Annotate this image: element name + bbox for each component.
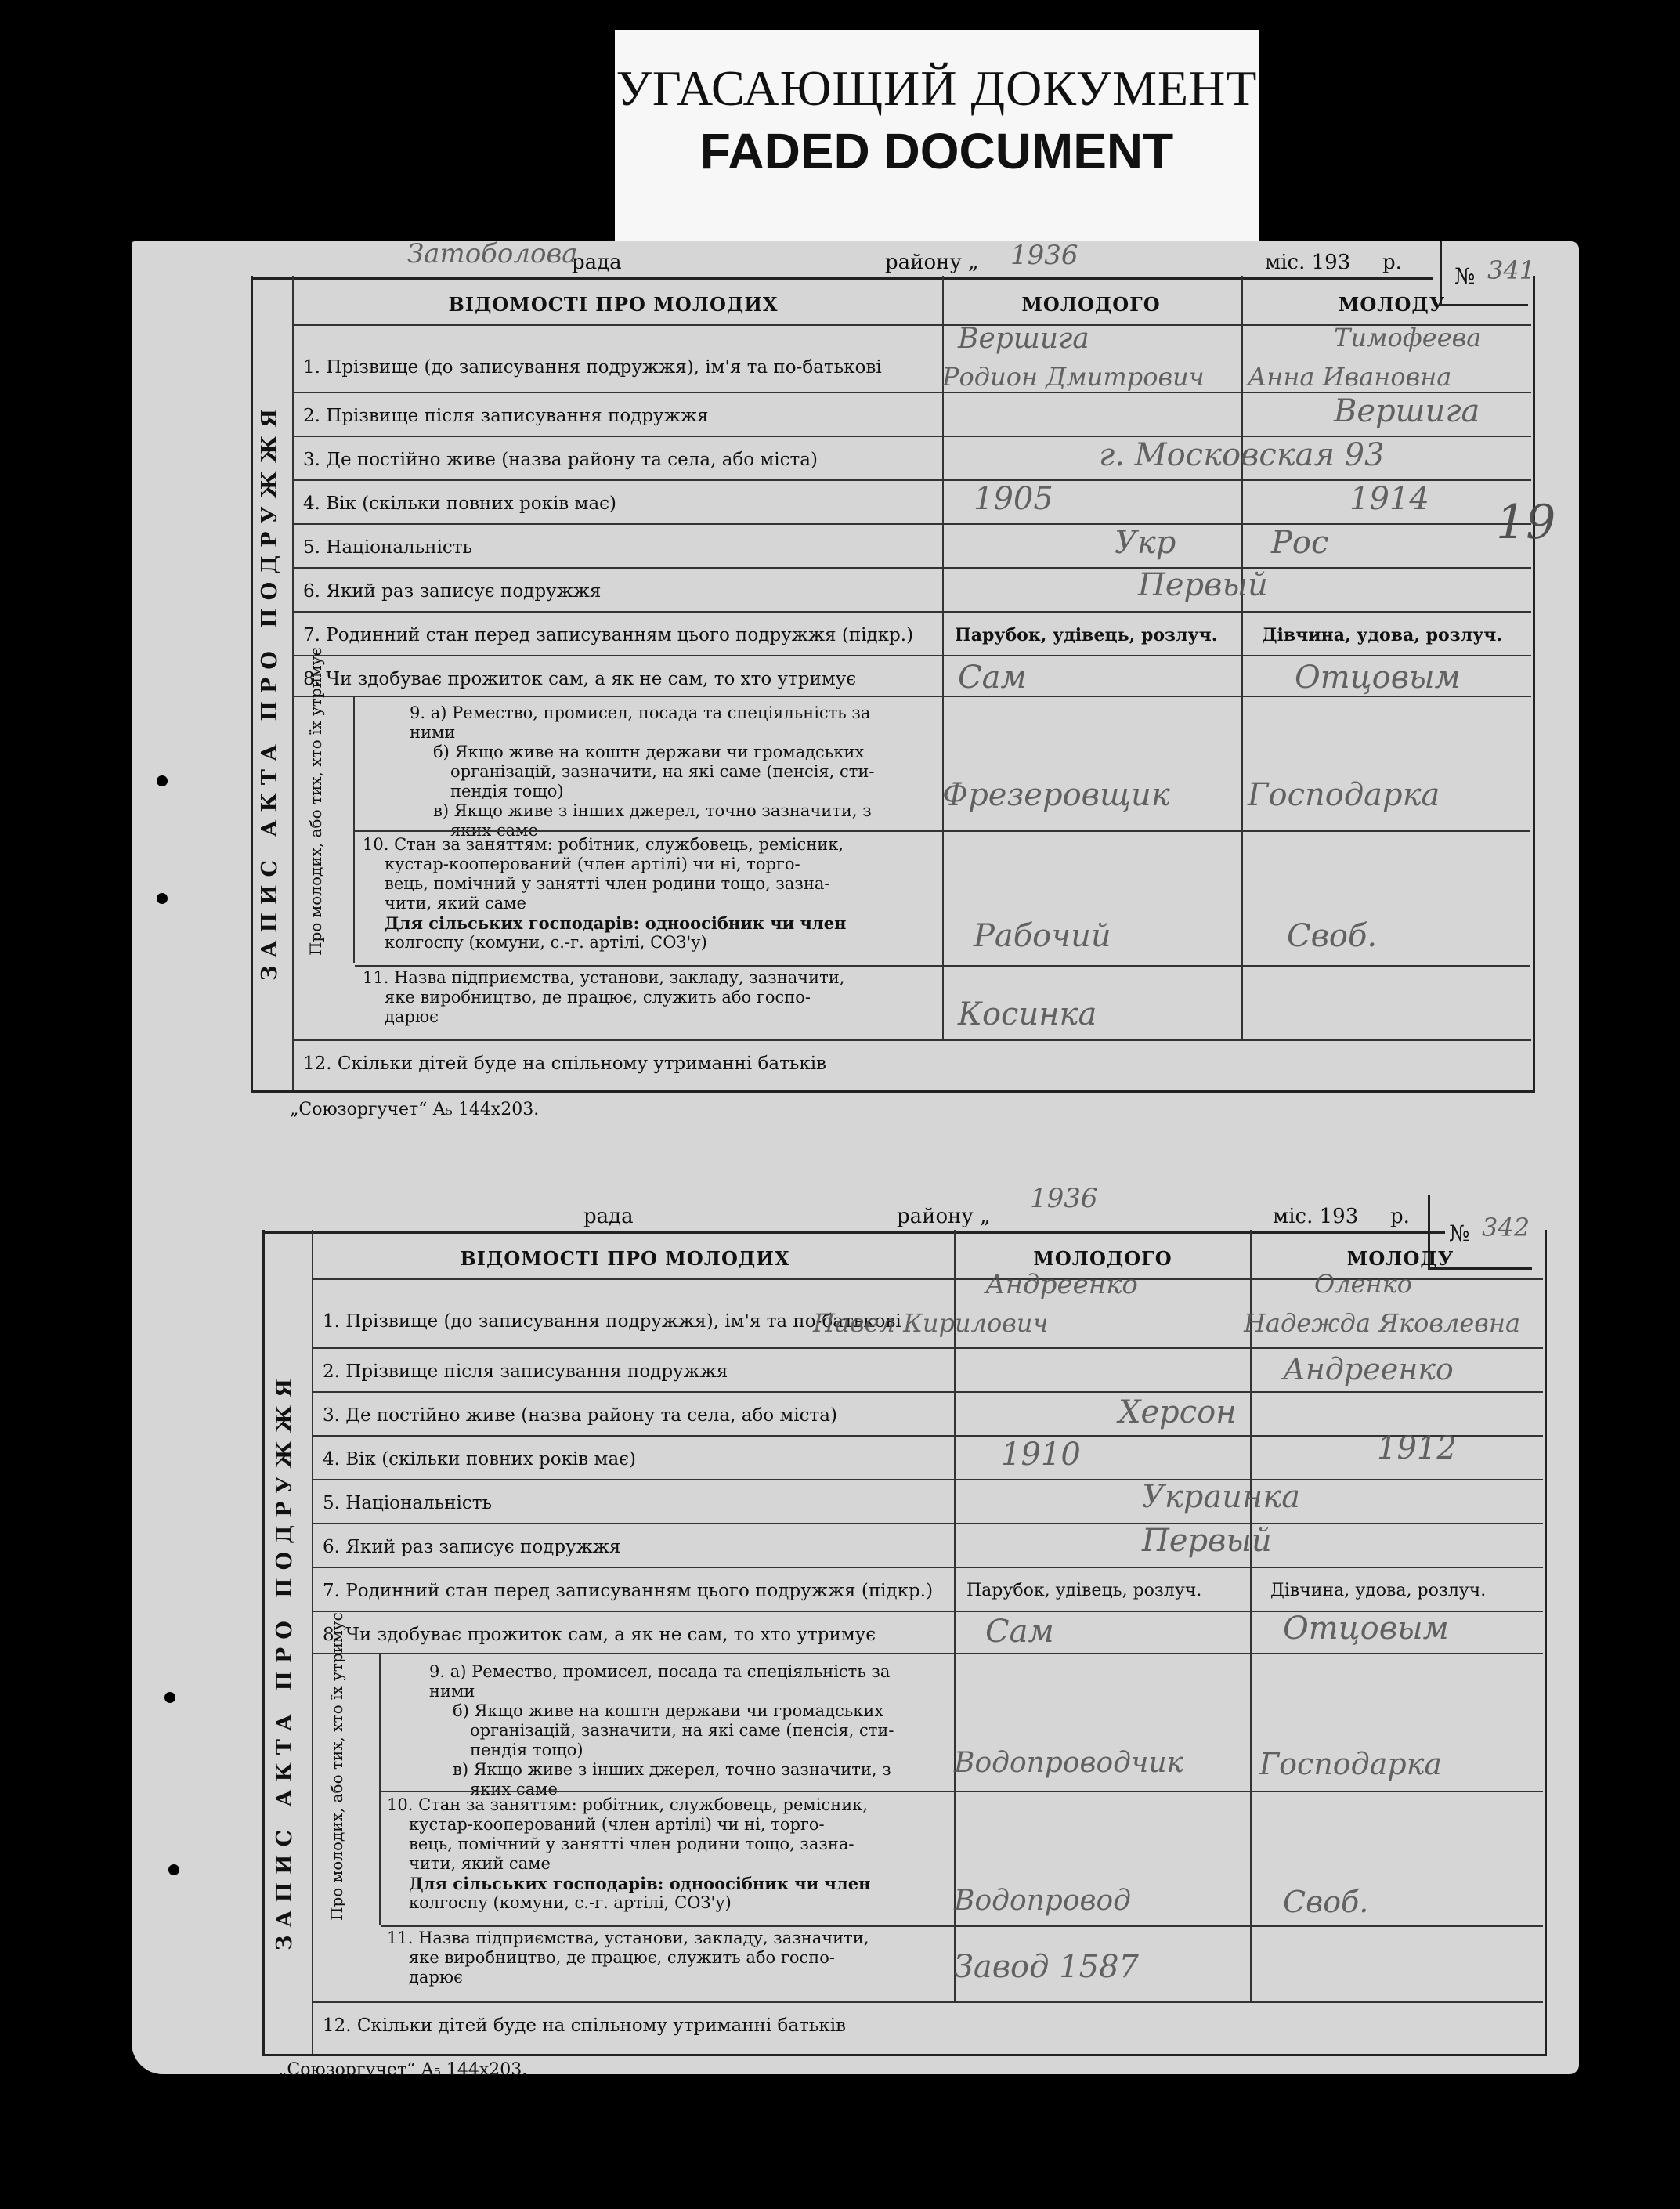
handwritten-bride-name: Надежда Яковлевна — [1244, 1308, 1521, 1338]
row-9-text — [410, 703, 895, 841]
divider — [355, 830, 1530, 833]
binding-hole — [157, 776, 168, 786]
column-groom-header: МОЛОДОГО — [1021, 293, 1161, 316]
handwritten-bride-support: Отцовым — [1295, 660, 1461, 696]
handwritten-bride-surname: Тимофеева — [1334, 323, 1482, 352]
rada-label: рада — [572, 251, 622, 274]
row-4 — [313, 1435, 1543, 1480]
handwritten-groom-name: Павел Кирилович — [813, 1308, 1049, 1338]
stamp-english-text: FADED DOCUMENT — [699, 123, 1174, 179]
row-label: 1. Прізвище (до записування подружжя), ім'я та по-батькові — [303, 357, 882, 378]
row-12 — [294, 1039, 1531, 1088]
row-11-text — [363, 968, 903, 1027]
row-label: 5. Національність — [303, 537, 473, 558]
handwritten-rada: Затоболова — [407, 238, 578, 269]
handwritten-groom-status: Водопровод — [954, 1885, 1131, 1917]
handwritten-bride-birth-year: 1914 — [1349, 481, 1429, 517]
row-label: 8. Чи здобуває прожиток сам, а як не сам, то хто утримує — [303, 669, 857, 689]
row-9-line: в) Якщо живе з інших джерел, точно зазначити, з — [453, 1760, 891, 1779]
record-number: 342 — [1482, 1213, 1530, 1242]
row-label: 12. Скільки дітей буде на спільному утриманні батьків — [303, 1054, 827, 1074]
group-side-label: Про молодих, або тих, хто їх утримує — [327, 1612, 346, 1921]
handwritten-marriage-count: Первый — [1138, 567, 1268, 603]
row-label: 4. Вік (скільки повних років має) — [303, 494, 617, 514]
row-10-line: чити, який саме — [385, 894, 526, 913]
row-9-line: б) Якщо живе на коштн держави чи громадських — [433, 743, 865, 761]
row-9-line: яких саме — [470, 1780, 558, 1799]
handwritten-bride-support: Отцовым — [1283, 1611, 1449, 1647]
form-header — [262, 1198, 1445, 1234]
handwritten-groom-surname: Андреенко — [985, 1269, 1138, 1300]
row-9-line: організацій, зазначити, на які саме (пенсія, сти- — [450, 762, 875, 781]
group-side-label: Про молодих, або тих, хто їх утримує — [306, 647, 325, 956]
row-9-line: пендія тощо) — [450, 782, 564, 801]
handwritten-bride-status: Своб. — [1283, 1885, 1369, 1919]
handwritten-margin-note: 19 — [1496, 495, 1556, 550]
row-label: 4. Вік (скільки повних років має) — [323, 1449, 637, 1470]
column-bride-header: МОЛОДУ — [1338, 293, 1446, 316]
row-5 — [313, 1479, 1543, 1524]
row-7 — [294, 611, 1531, 656]
row-label: 6. Який раз записує подружжя — [303, 581, 602, 602]
row-label: 2. Прізвище після записування подружжя — [303, 406, 709, 426]
row-label: 12. Скільки дітей буде на спільному утриманні батьків — [323, 2016, 847, 2036]
faded-document-label — [615, 30, 1259, 249]
side-title: ЗАПИС АКТА ПРО ПОДРУЖЖЯ — [273, 1370, 297, 1950]
column-bride-header: МОЛОДУ — [1346, 1247, 1454, 1270]
row-10-line: вець, помічний у занятті член родини тощо, зазна- — [409, 1835, 854, 1853]
row-9-line: в) Якщо живе з інших джерел, точно зазначити, з — [433, 801, 872, 820]
row-9-line: яких саме — [450, 821, 538, 840]
row-5 — [294, 523, 1531, 568]
row-label: 8. Чи здобуває прожиток сам, а як не сам, то хто утримує — [323, 1625, 876, 1645]
year-suffix: р. — [1390, 1205, 1410, 1228]
stamp-russian-text: УГАСАЮЩИЙ ДОКУМЕНТ — [616, 60, 1258, 116]
handwritten-residence: Херсон — [1118, 1394, 1237, 1430]
rayon-label: району „ — [897, 1205, 991, 1228]
handwritten-rayon: 1936 — [1010, 240, 1078, 271]
binding-hole — [168, 1864, 179, 1875]
row-10-text — [363, 835, 903, 953]
row-label: 3. Де постійно живе (назва району та села, або міста) — [303, 450, 818, 470]
row-10-line: 10. Стан за заняттям: робітник, службовець, ремісник, — [363, 835, 844, 854]
row-6 — [313, 1523, 1543, 1567]
row-11-line: 11. Назва підприємства, установи, закладу, зазначити, — [363, 968, 845, 987]
rayon-label: району „ — [885, 251, 979, 274]
bride-status-options: Дівчина, удова, розлуч. — [1270, 1581, 1487, 1600]
month-year-label: міс. 193 — [1273, 1205, 1359, 1228]
handwritten-marriage-count: Первый — [1142, 1523, 1272, 1559]
row-11-text — [387, 1929, 927, 1987]
handwritten-groom-support: Сам — [985, 1614, 1054, 1650]
handwritten-residence: г. Московская 93 — [1099, 437, 1385, 473]
handwritten-groom-support: Сам — [958, 660, 1027, 696]
divider — [381, 1925, 1543, 1928]
handwritten-bride-status: Своб. — [1287, 918, 1378, 954]
handwritten-bride-new-surname: Вершига — [1334, 393, 1480, 429]
row-label: 2. Прізвище після записування подружжя — [323, 1361, 728, 1382]
row-10-line: вець, помічний у занятті член родини тощо, зазна- — [385, 874, 830, 893]
row-11-line: 11. Назва підприємства, установи, закладу, зазначити, — [387, 1929, 869, 1947]
handwritten-groom-nationality: Укр — [1115, 525, 1176, 561]
row-4 — [294, 479, 1531, 524]
rada-label: рада — [583, 1205, 634, 1228]
row-11-line: дарює — [409, 1968, 463, 1987]
handwritten-bride-surname: Оленко — [1314, 1269, 1412, 1299]
column-groom-header: МОЛОДОГО — [1033, 1247, 1172, 1270]
divider — [355, 965, 1530, 967]
row-label: 3. Де постійно живе (назва району та села, або міста) — [323, 1405, 837, 1426]
row-6 — [294, 567, 1531, 612]
row-9-line: пендія тощо) — [470, 1741, 583, 1759]
handwritten-groom-birth-year: 1910 — [1001, 1437, 1081, 1473]
row-3 — [313, 1391, 1543, 1436]
number-sign: № — [1449, 1220, 1470, 1246]
handwritten-groom-birth-year: 1905 — [974, 481, 1053, 517]
row-label: 1. Прізвище (до записування подружжя), ім'я та по-батькові — [323, 1311, 901, 1332]
row-9-line: б) Якщо живе на коштн держави чи громадських — [453, 1701, 884, 1720]
handwritten-groom-surname: Вершига — [958, 323, 1089, 355]
row-9-line: 9. а) Ремество, промисел, посада та спеціяльність за ними — [410, 703, 871, 742]
handwritten-bride-occupation: Господарка — [1259, 1747, 1443, 1781]
section-title: ВІДОМОСТІ ПРО МОЛОДИХ — [460, 1247, 790, 1270]
row-11-line: яке виробництво, де працює, служить або госпо- — [409, 1948, 835, 1967]
side-title: ЗАПИС АКТА ПРО ПОДРУЖЖЯ — [258, 400, 282, 981]
row-9-line: організацій, зазначити, на які саме (пенсія, сти- — [470, 1721, 894, 1740]
form-table — [262, 1230, 1547, 2056]
row-9-text — [429, 1662, 923, 1799]
year-suffix: р. — [1382, 251, 1402, 274]
printer-imprint: „Союзоргучет“ А₅ 144х203. — [290, 1100, 540, 1119]
number-sign: № — [1454, 263, 1476, 289]
handwritten-workplace: Косинка — [958, 996, 1097, 1032]
row-10-text — [387, 1795, 927, 1913]
row-label: 7. Родинний стан перед записуванням цього подружжя (підкр.) — [323, 1581, 934, 1601]
record-number: 341 — [1487, 255, 1536, 285]
row-10-line: 10. Стан за заняттям: робітник, службовець, ремісник, — [387, 1795, 868, 1814]
handwritten-rayon: 1936 — [1030, 1183, 1098, 1214]
row-10-line: колгоспу (комуни, с.-г. артілі, СОЗ'у) — [385, 933, 707, 952]
row-11-line: яке виробництво, де працює, служить або госпо- — [385, 988, 811, 1007]
row-7 — [313, 1567, 1543, 1611]
row-10-line: чити, який саме — [409, 1854, 551, 1873]
handwritten-bride-occupation: Господарка — [1248, 777, 1440, 813]
form-table — [251, 276, 1535, 1093]
marriage-record-form-1 — [251, 238, 1556, 1119]
handwritten-bride-nationality: Рос — [1271, 525, 1329, 561]
handwritten-groom-name: Родион Дмитрович — [942, 362, 1205, 392]
row-label: 7. Родинний стан перед записуванням цього подружжя (підкр.) — [303, 625, 914, 645]
handwritten-workplace: Завод 1587 — [954, 1949, 1139, 1985]
row-10-line: колгоспу (комуни, с.-г. артілі, СОЗ'у) — [409, 1893, 732, 1912]
handwritten-nationality: Украинка — [1142, 1479, 1301, 1515]
groom-status-options: Парубок, удівець, розлуч. — [966, 1581, 1202, 1600]
row-11-line: дарює — [385, 1007, 439, 1026]
row-label: 5. Національність — [323, 1493, 493, 1513]
row-12 — [313, 2001, 1543, 2050]
handwritten-groom-occupation: Водопроводчик — [954, 1747, 1184, 1779]
section-title: ВІДОМОСТІ ПРО МОЛОДИХ — [448, 293, 779, 316]
row-10-line: Для сільських господарів: одноосібник чи член — [409, 1874, 871, 1893]
month-year-label: міс. 193 — [1265, 251, 1351, 274]
binding-hole — [164, 1692, 175, 1703]
handwritten-groom-status: Рабочий — [974, 918, 1111, 954]
row-label: 6. Який раз записує подружжя — [323, 1537, 621, 1557]
groom-status-options: Парубок, удівець, розлуч. — [955, 625, 1218, 645]
row-10-line: Для сільських господарів: одноосібник чи член — [385, 913, 847, 933]
handwritten-bride-name: Анна Ивановна — [1248, 362, 1452, 392]
printer-imprint: „Союзоргучет“ А₅ 144х203. — [278, 2060, 528, 2080]
bride-status-options: Дівчина, удова, розлуч. — [1262, 625, 1503, 645]
row-10-line: кустар-кооперований (член артілі) чи ні, торго- — [409, 1815, 825, 1834]
handwritten-bride-new-surname: Андреенко — [1283, 1352, 1454, 1386]
row-10-line: кустар-кооперований (член артілі) чи ні, торго- — [385, 855, 800, 873]
handwritten-groom-occupation: Фрезеровщик — [942, 777, 1170, 813]
row-9-line: 9. а) Ремество, промисел, посада та спеціяльність за ними — [429, 1662, 891, 1701]
handwritten-bride-birth-year: 1912 — [1377, 1430, 1457, 1466]
divider — [381, 1791, 1543, 1793]
binding-hole — [157, 893, 168, 904]
marriage-record-form-2 — [262, 1183, 1547, 2080]
